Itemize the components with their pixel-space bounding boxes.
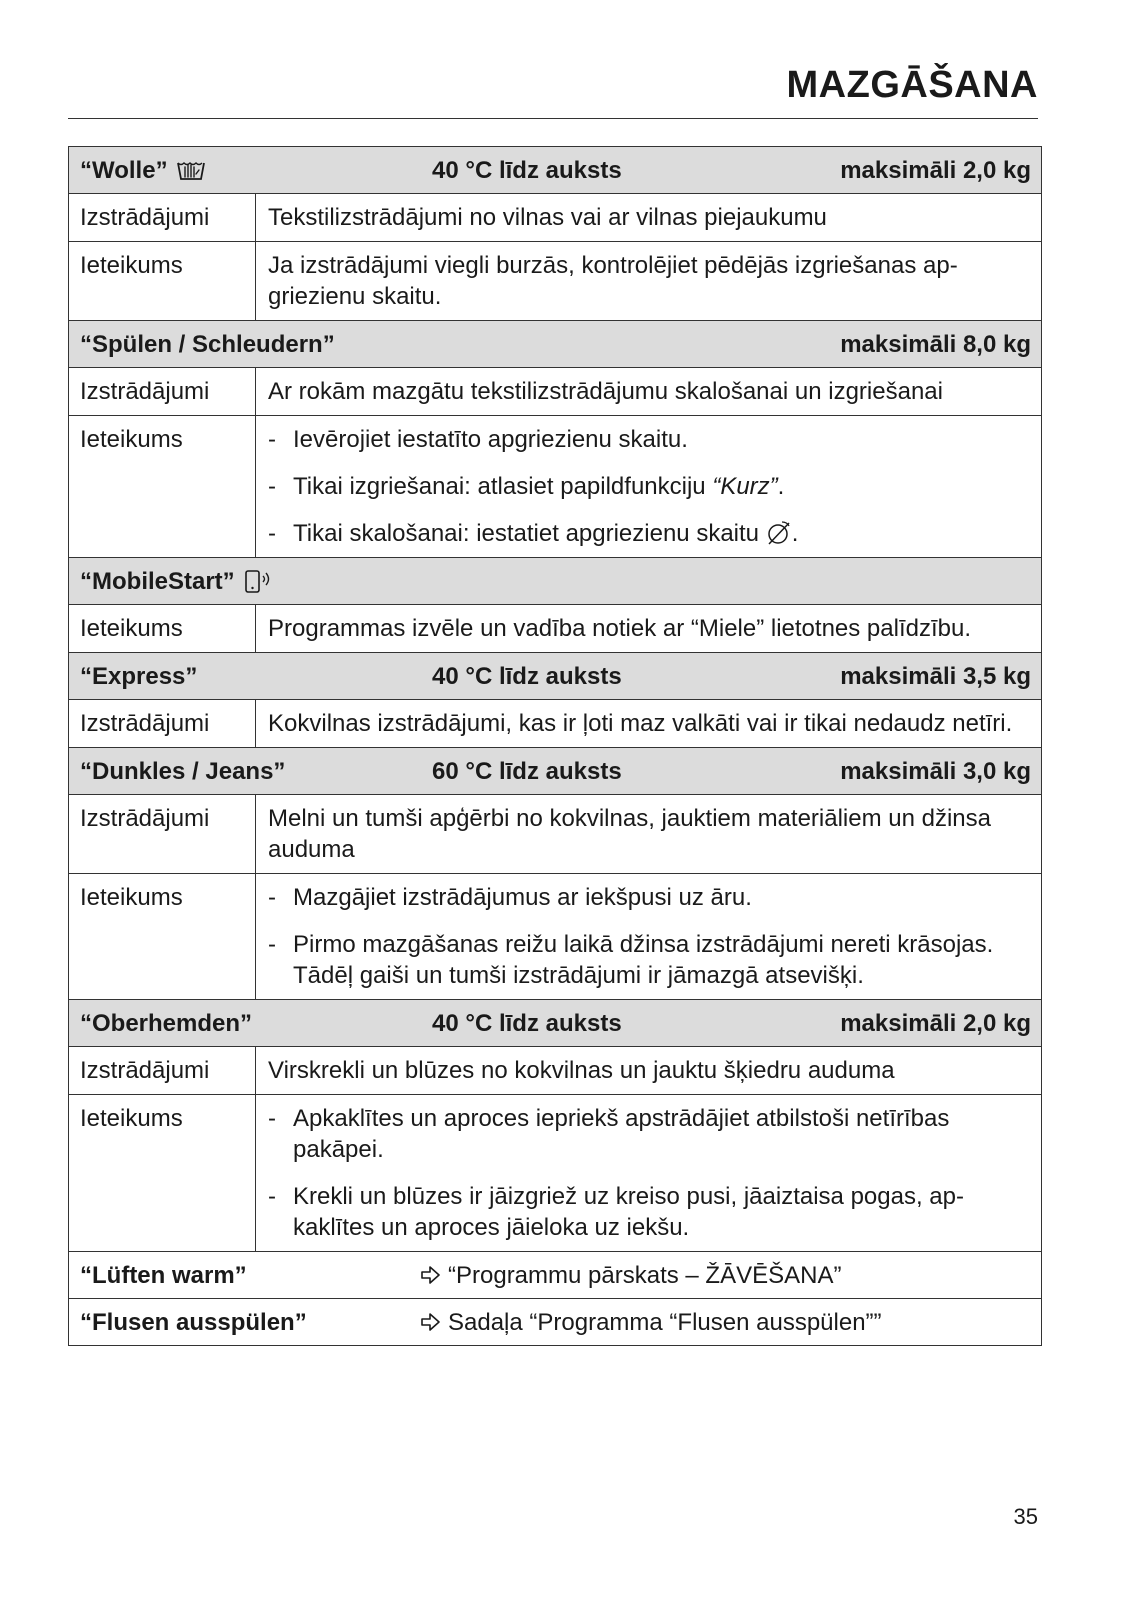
program-table	[68, 146, 1042, 1346]
list-item: - Tikai skalošanai: iestatiet apgriezienu skaitu .	[268, 520, 799, 547]
program-name: “Dunkles / Jeans”	[80, 757, 286, 785]
products-text: Ar rokām mazgātu tekstilizstrādājumu skalošanai un izgriešanai	[256, 368, 1042, 416]
arrow-right-icon	[420, 1312, 442, 1332]
reference-target: “Programmu pārskats – ŽĀVĒŠANA”	[448, 1261, 842, 1289]
program-header-spuelen	[69, 321, 1042, 368]
program-temperature: 60 °C līdz auksts	[432, 757, 622, 785]
program-temperature: 40 °C līdz auksts	[432, 1009, 622, 1037]
products-text: Melni un tumši apģērbi no kokvilnas, jauktiem materiāliem un džinsa auduma	[256, 795, 1042, 874]
tip-list	[268, 1103, 1029, 1243]
program-max-load: maksimāli 8,0 kg	[840, 330, 1031, 358]
products-text: Kokvilnas izstrādājumi, kas ir ļoti maz valkāti vai ir tikai nedaudz netīri.	[256, 700, 1042, 748]
program-name: “Flusen ausspülen”	[80, 1308, 307, 1336]
program-name: “Express”	[80, 662, 198, 690]
program-header-oberhemden	[69, 1000, 1042, 1047]
row-label: Ieteikums	[69, 416, 256, 558]
page-title: MAZGĀŠANA	[786, 64, 1038, 106]
row-label: Izstrādājumi	[69, 1047, 256, 1095]
program-max-load: maksimāli 3,5 kg	[840, 662, 1031, 690]
products-text: Tekstilizstrādājumi no vilnas vai ar vilnas piejaukumu	[256, 194, 1042, 242]
list-item: - Tikai izgriešanai: atlasiet papildfunkciju “Kurz”.	[268, 473, 785, 500]
row-label: Izstrādājumi	[69, 368, 256, 416]
program-name: “Oberhemden”	[80, 1009, 253, 1037]
program-temperature: 40 °C līdz auksts	[432, 662, 622, 690]
tip-list	[268, 882, 1029, 991]
row-label: Izstrādājumi	[69, 795, 256, 874]
table-row	[69, 795, 1042, 874]
row-label: Izstrādājumi	[69, 194, 256, 242]
title-divider	[68, 118, 1038, 119]
program-max-load: maksimāli 2,0 kg	[840, 1009, 1031, 1037]
row-label: Ieteikums	[69, 874, 256, 1000]
tip-text: Programmas izvēle un vadība notiek ar “Miele” lietotnes palīdzību.	[256, 605, 1042, 653]
table-row	[69, 605, 1042, 653]
list-item: - Apkaklītes un aproces iepriekš apstrādājiet atbilstoši netīrības pakāpei.	[268, 1105, 950, 1163]
table-row	[69, 1047, 1042, 1095]
list-item: - Pirmo mazgāšanas reižu laikā džinsa izstrādājumi nereti krāsojas. Tādēļ gaiši un tumši izstrādājumi ir jāmazgā atsevišķi.	[268, 931, 994, 989]
tip-text: Ja izstrādājumi viegli burzās, kontrolējiet pēdējās izgriešanas apgriezienu skaitu.	[256, 242, 1042, 321]
program-name: “Spülen / Schleudern”	[80, 330, 335, 358]
table-row	[69, 242, 1042, 321]
program-max-load: maksimāli 3,0 kg	[840, 757, 1031, 785]
reference-row-lueften	[69, 1252, 1042, 1299]
arrow-right-icon	[420, 1265, 442, 1285]
program-header-mobilestart	[69, 558, 1042, 605]
table-row	[69, 874, 1042, 1000]
table-row	[69, 368, 1042, 416]
list-item: - Ievērojiet iestatīto apgriezienu skaitu.	[268, 426, 688, 453]
program-name: “MobileStart”	[80, 567, 235, 595]
program-max-load: maksimāli 2,0 kg	[840, 156, 1031, 184]
table-row	[69, 1095, 1042, 1252]
row-label: Izstrādājumi	[69, 700, 256, 748]
table-row	[69, 194, 1042, 242]
no-spin-icon	[766, 520, 792, 546]
program-header-jeans	[69, 748, 1042, 795]
program-header-wolle	[69, 147, 1042, 194]
hand-wash-icon	[176, 157, 206, 183]
program-header-express	[69, 653, 1042, 700]
page-number: 35	[1013, 1504, 1038, 1529]
program-name: “Lüften warm”	[80, 1261, 247, 1289]
row-label: Ieteikums	[69, 605, 256, 653]
row-label: Ieteikums	[69, 242, 256, 321]
row-label: Ieteikums	[69, 1095, 256, 1252]
list-item: - Mazgājiet izstrādājumus ar iekšpusi uz āru.	[268, 884, 752, 911]
program-name: “Wolle”	[80, 156, 168, 184]
reference-row-flusen	[69, 1299, 1042, 1346]
reference-target: Sadaļa “Programma “Flusen ausspülen””	[448, 1308, 882, 1336]
mobile-start-icon	[243, 567, 273, 595]
table-row	[69, 416, 1042, 558]
list-item: - Krekli un blūzes ir jāizgriež uz kreiso pusi, jāaiztaisa pogas, apkaklītes un aproces jāieloka uz iekšu.	[268, 1183, 964, 1241]
table-row	[69, 700, 1042, 748]
tip-list	[268, 424, 1029, 549]
program-temperature: 40 °C līdz auksts	[432, 156, 622, 184]
products-text: Virskrekli un blūzes no kokvilnas un jauktu šķiedru auduma	[256, 1047, 1042, 1095]
